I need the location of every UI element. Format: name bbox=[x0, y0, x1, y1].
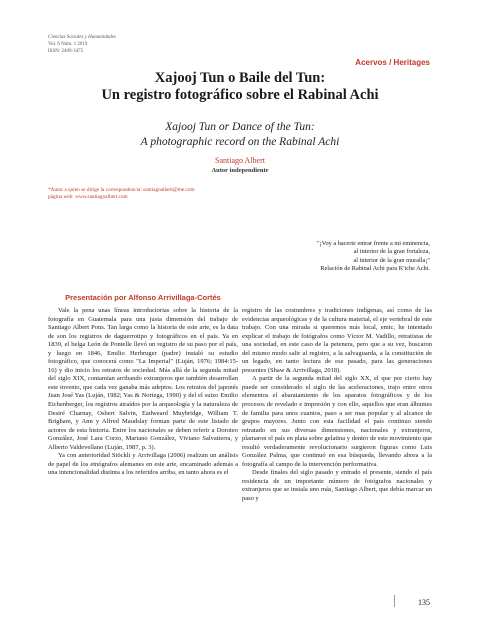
epigraph-line-1: "¡Voy a hacerte entrar frente a mi eminencia, bbox=[317, 240, 430, 247]
left-column bbox=[48, 307, 238, 478]
paragraph: Vale la pena unas líneas introductorias sobre la historia de la fotografía en Guatemala para una justa dimensión del trabajo de Santiago Albert Pons. Tan larga como la historia de este arte, es la data de son los registros de daguerrotipo y fotográficos en el país. Ya en 1839, el belga León de Pontelle llevó un registro de su paso por el país, y luego en 1846, Emilio Herbruger (padre) instaló su estudio fotográfico, que conocerá como "La Imperial" (Luján, 1976; 1984:15-16) y dio inicio los retratos de sociedad. Más allá de la segunda mitad del siglo XIX, contamian arribando extranjeros que también desarrollan este invento, que cada vez ganaba más adeptos. Los retratos del japonés Juan José Yas (Luján, 1982; Yas & Noriega, 1990) y del el suizo Emilio Eichenberger, los registros atraídos por la arqueología y la naturaleza de Desiré Charnay, Osbert Salvin, Eadweard Muybridge, William T. Brigham, y Ann y Alfred Maudslay forman parte de este listado de actores de esta historia. Entre los nacionales se deben referir a Doroteo González, José Lara Corzo, Mariano González, Viviano Salvatierra, y Alberto Valdevellano (Luján, 1987, p. 3). bbox=[48, 307, 238, 451]
correspondence-email: *Autor a quien se dirige la correspondencia: santiagoalbert@me.com bbox=[48, 187, 195, 193]
subtitle-line-1: Xajooj Tun or Dance of the Tun: bbox=[165, 121, 315, 133]
epigraph-reference: Relación de Rabinal Achi para K'iche Achi. bbox=[320, 264, 430, 272]
article-subtitle bbox=[0, 120, 480, 150]
author-name: Santiago Albert bbox=[215, 156, 265, 165]
epigraph-line-2: al interior de la gran fortaleza, bbox=[353, 248, 430, 256]
right-column bbox=[242, 307, 432, 504]
page-number-divider bbox=[394, 595, 395, 607]
journal-issn: ISSN: 2409-3475 bbox=[48, 49, 84, 54]
page-number: 135 bbox=[418, 598, 430, 607]
article-title bbox=[0, 70, 480, 104]
correspondence-web: página web: www.santiagoalbert.com bbox=[48, 194, 128, 200]
author-affiliation: Autor independiente bbox=[211, 167, 269, 174]
journal-name: Ciencias Sociales y Humanidades bbox=[48, 35, 116, 40]
correspondence bbox=[48, 187, 195, 201]
journal-info bbox=[48, 34, 116, 55]
subtitle-line-2: A photographic record on the Rabinal Achi bbox=[140, 136, 340, 148]
title-line-2: Un registro fotográfico sobre el Rabinal Achi bbox=[101, 87, 379, 103]
section-heading: Presentación por Alfonso Arrivillaga-Cortés bbox=[65, 293, 221, 302]
title-line-1: Xajooj Tun o Baile del Tun: bbox=[154, 70, 326, 86]
paragraph: Ya con anterioridad Stöckli y Arrivillaga (2006) realizan un análisis de papel de los etnógrafos alemanes en este arte, encaminado además a una intencionalidad distinta a los referidos arriba, en tanto ahora es el bbox=[48, 452, 238, 477]
paragraph: A partir de la segunda mitad del siglo XX, el que por cierto hay puede ser considerado el siglo de las aceleraciones, trajo entre otros elementos el abaratamiento de los aparatos fotográficos y de los procesos de revelado e impresión y con ello, aquellos que eran álbumes de familia para unos cuantos, paso a ser mas popular y al alcance de grupos mayores. Junto con esta facilidad el país continuo siendo retratado en sus diversas dimensiones, nacionales y extranjeros, plamaron el país en plata sobre gelatina y dentro de este movimiento que resultó verdaderamente revolucionario surgieron figuras como Luis González Palma, que continuó en esa búsqueda, llevando ahora a la fotografía al campo de la intervención performativa. bbox=[242, 375, 432, 468]
epigraph bbox=[250, 240, 430, 273]
section-tag: Acervos / Heritages bbox=[355, 58, 430, 67]
paragraph: registro de las costumbres y tradiciones indígenas, así como de las evidencias arqueológicas y de la cultura material, el eje vertebral de este trabajo. Con una mirada si queremos más local, emic, he intentado explicar el trabajo de fotógrafos como Víctor M. Vadillo, retratistas de una sociedad, en este caso de la petenera, pero que a su vez, buscaron del mismo modo salir al registro, a la salvaguarda, a la constitución de un legado, en tanto lectura de ese pasado, para las generaciones presentes (Shaw & Arrivillaga, 2018). bbox=[242, 307, 432, 374]
paragraph: Desde finales del siglo pasado y entrado el presente, siendo el país residencia de un importante número de fotógrafos nacionales y extranjeros que se instala uno más, Santiago Albert, que debía marcar un paso y bbox=[242, 469, 432, 503]
journal-volume: Vol. 6 Núm. 1 2019 bbox=[48, 42, 88, 47]
epigraph-line-3: al interior de la gran muralla¡" bbox=[353, 256, 430, 264]
